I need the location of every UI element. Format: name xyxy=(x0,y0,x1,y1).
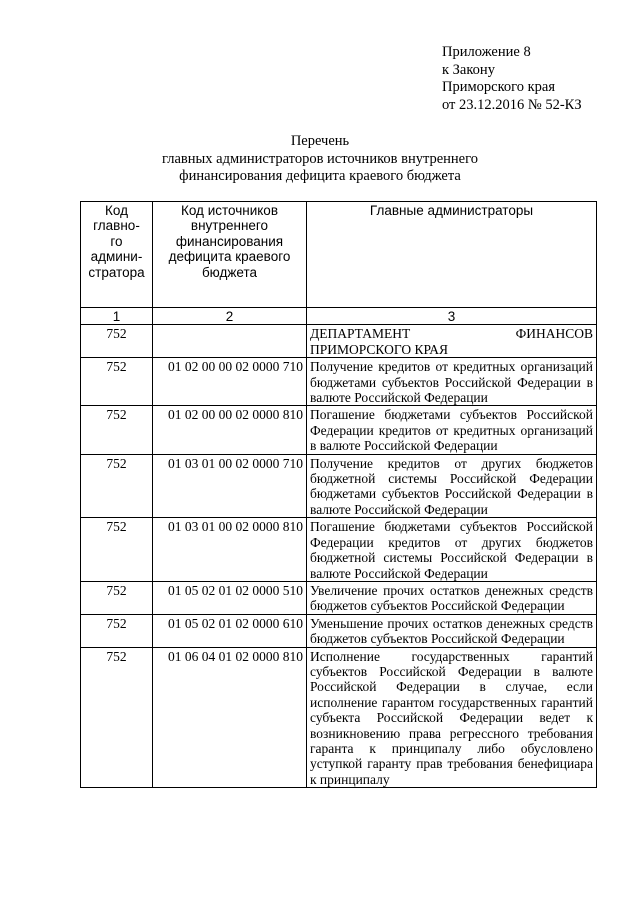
administrator-name-cell: Увеличение прочих остатков денежных средств бюджетов субъектов Российской Федерации xyxy=(307,581,597,614)
administrator-name-cell: Уменьшение прочих остатков денежных средств бюджетов субъектов Российской Федерации xyxy=(307,614,597,647)
administrator-name-cell: Исполнение государственных гарантий субъектов Российской Федерации в валюте Российской Федерации в случае, если исполнение гарантом государственных гарантий субъекта Российской Федерации ведет к возникновению права регрессного требования гаранта к принципалу либо обусловлено уступкой гаранту прав требования бенефициара к принципалу xyxy=(307,647,597,788)
source-code-cell: 01 06 04 01 02 0000 810 xyxy=(153,647,307,788)
admin-code-cell: 752 xyxy=(81,406,153,454)
admin-code-cell: 752 xyxy=(81,647,153,788)
table-row xyxy=(81,581,597,614)
source-code-cell: 01 02 00 00 02 0000 810 xyxy=(153,406,307,454)
header-source-code: Код источников внутреннего финансирования дефицита краевого бюджета xyxy=(153,202,307,308)
admin-code-cell: 752 xyxy=(81,518,153,582)
column-number-row xyxy=(81,308,597,325)
table-row xyxy=(81,406,597,454)
table-row xyxy=(81,454,597,518)
source-code-cell: 01 02 00 00 02 0000 710 xyxy=(153,358,307,406)
appendix-line: от 23.12.2016 № 52-КЗ xyxy=(442,96,582,113)
admin-code-cell: 752 xyxy=(81,454,153,518)
table-row xyxy=(81,518,597,582)
source-code-cell: 01 03 01 00 02 0000 810 xyxy=(153,518,307,582)
title-line: финансирования дефицита краевого бюджета xyxy=(179,168,461,184)
header-administrators: Главные администраторы xyxy=(307,202,597,308)
appendix-line: Приморского края xyxy=(442,79,556,95)
source-code-cell xyxy=(153,325,307,358)
administrator-name-cell: ДЕПАРТАМЕНТ ФИНАНСОВ ПРИМОРСКОГО КРАЯ xyxy=(307,325,597,358)
appendix-line: к Закону xyxy=(442,61,495,78)
admin-code-cell: 752 xyxy=(81,614,153,647)
administrator-name-cell: Получение кредитов от других бюджетов бюджетной системы Российской Федерации бюджетами субъектов Российской Федерации в валюте Российской Федерации xyxy=(307,454,597,518)
appendix-block xyxy=(442,44,582,114)
appendix-line: Приложение 8 xyxy=(442,44,531,60)
column-number: 2 xyxy=(153,308,307,325)
column-number: 1 xyxy=(81,308,153,325)
admin-code-cell: 752 xyxy=(81,581,153,614)
administrator-name-cell: Получение кредитов от кредитных организаций бюджетами субъектов Российской Федерации в валюте Российской Федерации xyxy=(307,358,597,406)
administrator-name-cell: Погашение бюджетами субъектов Российской Федерации кредитов от других бюджетов бюджетной системы Российской Федерации в валюте Российской Федерации xyxy=(307,518,597,582)
header-admin-code: Код главно- го админи- стратора xyxy=(81,202,153,308)
source-code-cell: 01 05 02 01 02 0000 610 xyxy=(153,614,307,647)
source-code-cell: 01 05 02 01 02 0000 510 xyxy=(153,581,307,614)
administrator-name-cell: Погашение бюджетами субъектов Российской Федерации кредитов от кредитных организаций в валюте Российской Федерации xyxy=(307,406,597,454)
admin-code-cell: 752 xyxy=(81,358,153,406)
table-row xyxy=(81,358,597,406)
document-title xyxy=(0,133,640,186)
table-row xyxy=(81,325,597,358)
table-header-row xyxy=(81,202,597,308)
column-number: 3 xyxy=(307,308,597,325)
table-row xyxy=(81,614,597,647)
source-code-cell: 01 03 01 00 02 0000 710 xyxy=(153,454,307,518)
title-line: Перечень xyxy=(290,133,350,149)
table-row xyxy=(81,647,597,788)
admin-code-cell: 752 xyxy=(81,325,153,358)
administrators-table xyxy=(80,201,597,788)
title-line: главных администраторов источников внутреннего xyxy=(162,150,478,167)
